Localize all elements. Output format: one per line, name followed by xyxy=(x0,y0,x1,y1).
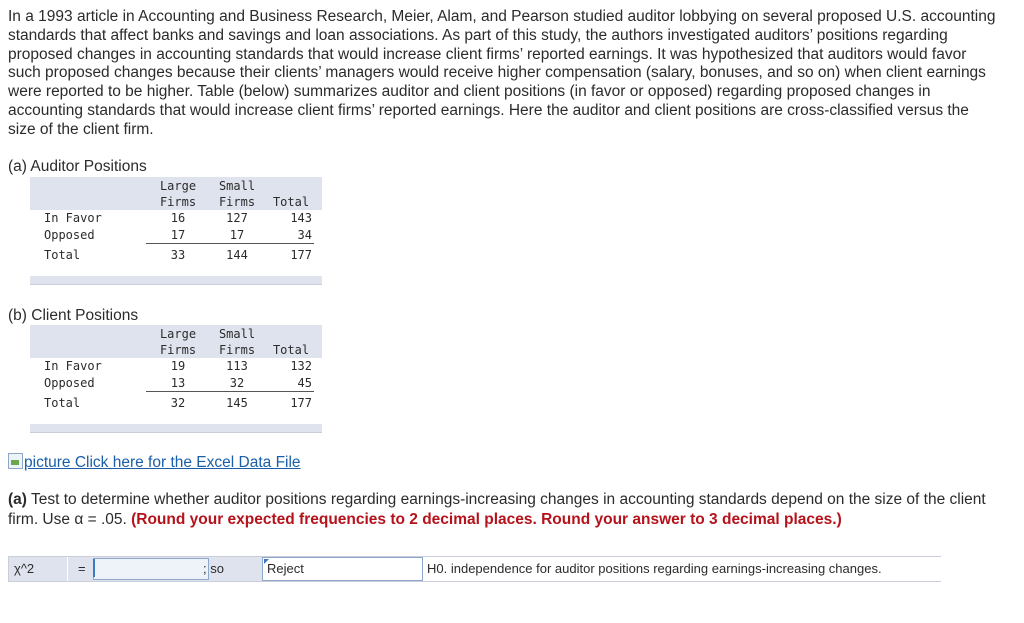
image-alt-text: picture xyxy=(24,454,71,471)
cell-total: 177 xyxy=(290,248,312,262)
hypothesis-text: H0. independence for auditor positions regarding earnings-increasing changes. xyxy=(427,561,882,576)
cell-large: 16 xyxy=(170,211,186,225)
row-label: Total xyxy=(44,248,81,262)
hypothesis-statement xyxy=(422,557,943,581)
cell-total: 132 xyxy=(290,359,312,373)
table-row xyxy=(30,210,322,227)
cell-small: 32 xyxy=(229,376,245,390)
chi-square-input[interactable] xyxy=(93,558,209,580)
table-row xyxy=(30,227,322,244)
auditor-table xyxy=(30,177,322,285)
row-label: Total xyxy=(44,396,81,410)
input-focus-marker xyxy=(93,559,95,577)
so-text: ; so xyxy=(203,561,224,576)
col-header-large-firms: Firms xyxy=(159,195,197,209)
cell-total: 143 xyxy=(290,211,312,225)
col-header-total: Total xyxy=(272,343,310,357)
table-header xyxy=(30,177,322,210)
cell-total: 34 xyxy=(297,228,312,242)
table-footer xyxy=(30,424,322,433)
answer-row xyxy=(8,556,941,582)
alpha-value: = .05. xyxy=(83,511,132,528)
sum-rule xyxy=(146,391,314,392)
rounding-instruction: (Round your expected frequencies to 2 decimal places. Round your answer to 3 decimal places.) xyxy=(131,511,842,528)
table-row xyxy=(30,375,322,392)
cell-large: 33 xyxy=(170,248,186,262)
equals-sign: = xyxy=(78,561,86,576)
col-header-total: Total xyxy=(272,195,310,209)
row-label: Opposed xyxy=(44,376,95,390)
table-row xyxy=(30,358,322,375)
auditor-section-title: (a) Auditor Positions xyxy=(8,158,147,175)
col-header-large: Large xyxy=(159,327,197,341)
cell-large: 17 xyxy=(170,228,186,242)
col-header-small: Small xyxy=(218,179,256,193)
col-header-large-firms: Firms xyxy=(159,343,197,357)
cell-small: 113 xyxy=(226,359,248,373)
question-body: Test to determine whether auditor positions regarding earnings-increasing changes in accounting standards depend on the size of the client firm. Use xyxy=(8,491,986,528)
row-label: In Favor xyxy=(44,211,102,225)
alpha-symbol: α xyxy=(74,511,84,528)
cell-small: 17 xyxy=(229,228,245,242)
col-header-small-firms: Firms xyxy=(218,195,256,209)
dropdown-marker-icon xyxy=(264,559,269,564)
table-total-row xyxy=(30,394,322,412)
col-header-small-firms: Firms xyxy=(218,343,256,357)
row-label: Opposed xyxy=(44,228,95,242)
decision-dropdown[interactable] xyxy=(262,557,426,581)
cell-total: 45 xyxy=(297,376,312,390)
cell-small: 145 xyxy=(226,396,248,410)
client-table xyxy=(30,325,322,433)
excel-data-link[interactable] xyxy=(8,453,301,472)
decision-selected-value: Reject xyxy=(267,561,304,576)
col-header-small: Small xyxy=(218,327,256,341)
excel-link-label: Click here for the Excel Data File xyxy=(74,454,301,471)
problem-intro: In a 1993 article in Accounting and Business Research, Meier, Alam, and Pearson studied auditor lobbying on several proposed U.S. accounting standards that affect banks and savings and loan associations. As part of this study, the authors investigated auditors’ positions regarding proposed changes in accounting standards that would increase client firms’ reported earnings. It was hypothesized that auditors would favor such proposed changes because their clients’ managers would receive higher compensation (salary, bonuses, and so on) when client earnings were reported to be higher. Table (below) summarizes auditor and client positions (in favor or opposed) regarding proposed changes in accounting standards that would increase client firms’ reported earnings. Here the auditor and client positions are cross-classified versus the size of the client firm. xyxy=(8,8,996,138)
cell-small: 144 xyxy=(226,248,248,262)
table-footer xyxy=(30,276,322,285)
cell-large: 19 xyxy=(170,359,186,373)
cell-total: 177 xyxy=(290,396,312,410)
question-text xyxy=(8,490,1008,530)
col-header-large: Large xyxy=(159,179,197,193)
broken-image-icon xyxy=(8,453,23,469)
cell-small: 127 xyxy=(226,211,248,225)
cell-large: 32 xyxy=(170,396,186,410)
table-header xyxy=(30,325,322,358)
table-total-row xyxy=(30,246,322,264)
chi-square-label: χ^2 xyxy=(14,561,35,576)
cell-large: 13 xyxy=(170,376,186,390)
sum-rule xyxy=(146,243,314,244)
row-label: In Favor xyxy=(44,359,102,373)
question-label: (a) xyxy=(8,491,27,508)
client-section-title: (b) Client Positions xyxy=(8,307,139,324)
divider xyxy=(67,557,68,581)
